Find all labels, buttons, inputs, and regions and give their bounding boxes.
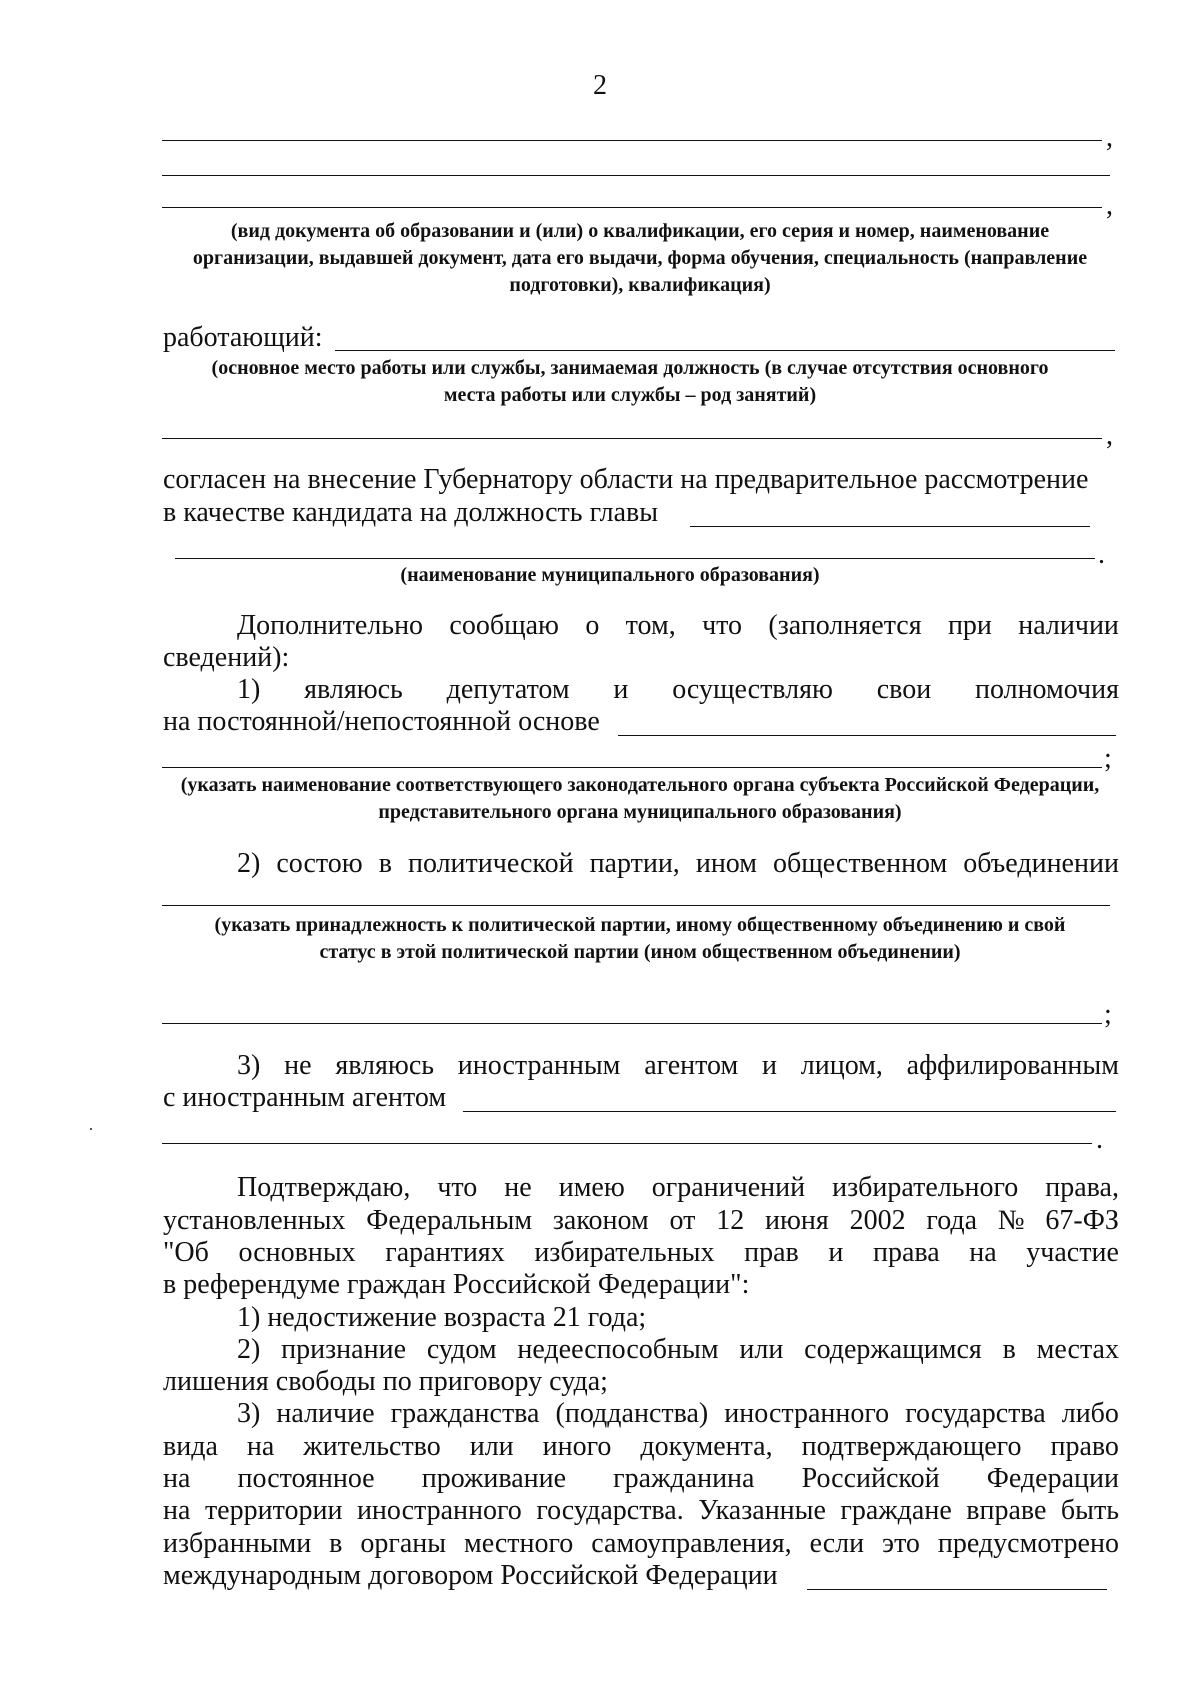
confirm-point2-line2: лишения свободы по приговору суда; [163,1366,608,1397]
blank-line [162,1143,1092,1144]
blank-line [175,558,1095,559]
page-number: 2 [593,70,607,101]
item2-line1: 2) состою в политической партии, ином общественном объединении [237,848,1119,879]
item3-line2: с иностранным агентом [163,1082,447,1113]
comma: , [1106,122,1113,153]
item1-blank [618,735,1116,736]
employment-blank [335,350,1115,351]
comma: , [1106,420,1113,451]
item1-line2: на постоянной/непостоянной основе [163,706,600,737]
blank-line [162,1023,1102,1024]
confirm-point3-line1: 3) наличие гражданства (подданства) иностранного государства либо [237,1398,1119,1429]
period: . [1096,1124,1103,1155]
item3-blank [463,1111,1116,1112]
consent-line2: в качестве кандидата на должность главы [163,497,659,528]
confirm-point1: 1) недостижение возраста 21 года; [237,1302,647,1333]
confirm-line3: "Об основных гарантиях избирательных прав и права на участие [163,1237,1119,1268]
semicolon: ; [1104,999,1112,1030]
confirm-point2-line1: 2) признание судом недееспособным или содержащимся в местах [237,1334,1119,1365]
item3-line1: 3) не являюсь иностранным агентом и лицом, аффилированным [237,1050,1119,1081]
consent-line1: согласен на внесение Губернатору области на предварительное рассмотрение [163,464,1089,495]
blank-line [162,207,1102,208]
employment-caption: (основное место работы или службы, занимаемая должность (в случае отсутствия основного места работы или службы – род занятий) [211,357,1049,406]
item1-line1: 1) являюсь депутатом и осуществляю свои полномочия [237,674,1119,705]
period: . [1098,539,1105,570]
confirm-point3-line6: международным договором Российской Федерации [163,1560,778,1591]
blank-line [162,767,1102,768]
blank-line [162,905,1110,906]
treaty-blank [807,1589,1107,1590]
blank-line [162,175,1110,176]
confirm-point3-line3: на постоянное проживание гражданина Российской Федерации [163,1463,1119,1494]
item1-caption: (указать наименование соответствующего законодательного органа субъекта Российской Федерации, представительного органа муниципального образования) [180,774,1100,823]
confirm-point3-line4: на территории иностранного государства. Указанные граждане вправе быть [163,1495,1119,1526]
education-caption: (вид документа об образовании и (или) о квалификации, его серия и номер, наименование организации, выдавшей документ, дата его выдачи, форма обучения, специальность (направление подготовки), квалификация) [192,220,1088,296]
confirm-line4: в референдуме граждан Российской Федерации": [163,1269,750,1300]
additional-intro-line1: Дополнительно сообщаю о том, что (заполняется при наличии [237,610,1119,641]
confirm-point3-line5: избранными в органы местного самоуправления, если это предусмотрено [163,1528,1119,1559]
item2-caption: (указать принадлежность к политической партии, иному общественному объединению и свой статус в этой политической партии (ином общественном объединении) [214,914,1066,963]
municipality-caption: (наименование муниципального образования) [400,564,820,586]
semicolon: ; [1104,743,1112,774]
scan-speck [90,1128,92,1130]
blank-line [162,140,1102,141]
municipality-blank [690,526,1090,527]
additional-intro-line2: сведений): [163,642,290,673]
confirm-line2: установленных Федеральным законом от 12 июня 2002 года № 67-ФЗ [163,1205,1119,1236]
confirm-line1: Подтверждаю, что не имею ограничений избирательного права, [237,1172,1119,1203]
comma: , [1106,190,1113,221]
blank-line [162,438,1102,439]
confirm-point3-line2: вида на жительство или иного документа, подтверждающего право [163,1431,1119,1462]
employment-label: работающий: [163,322,323,353]
